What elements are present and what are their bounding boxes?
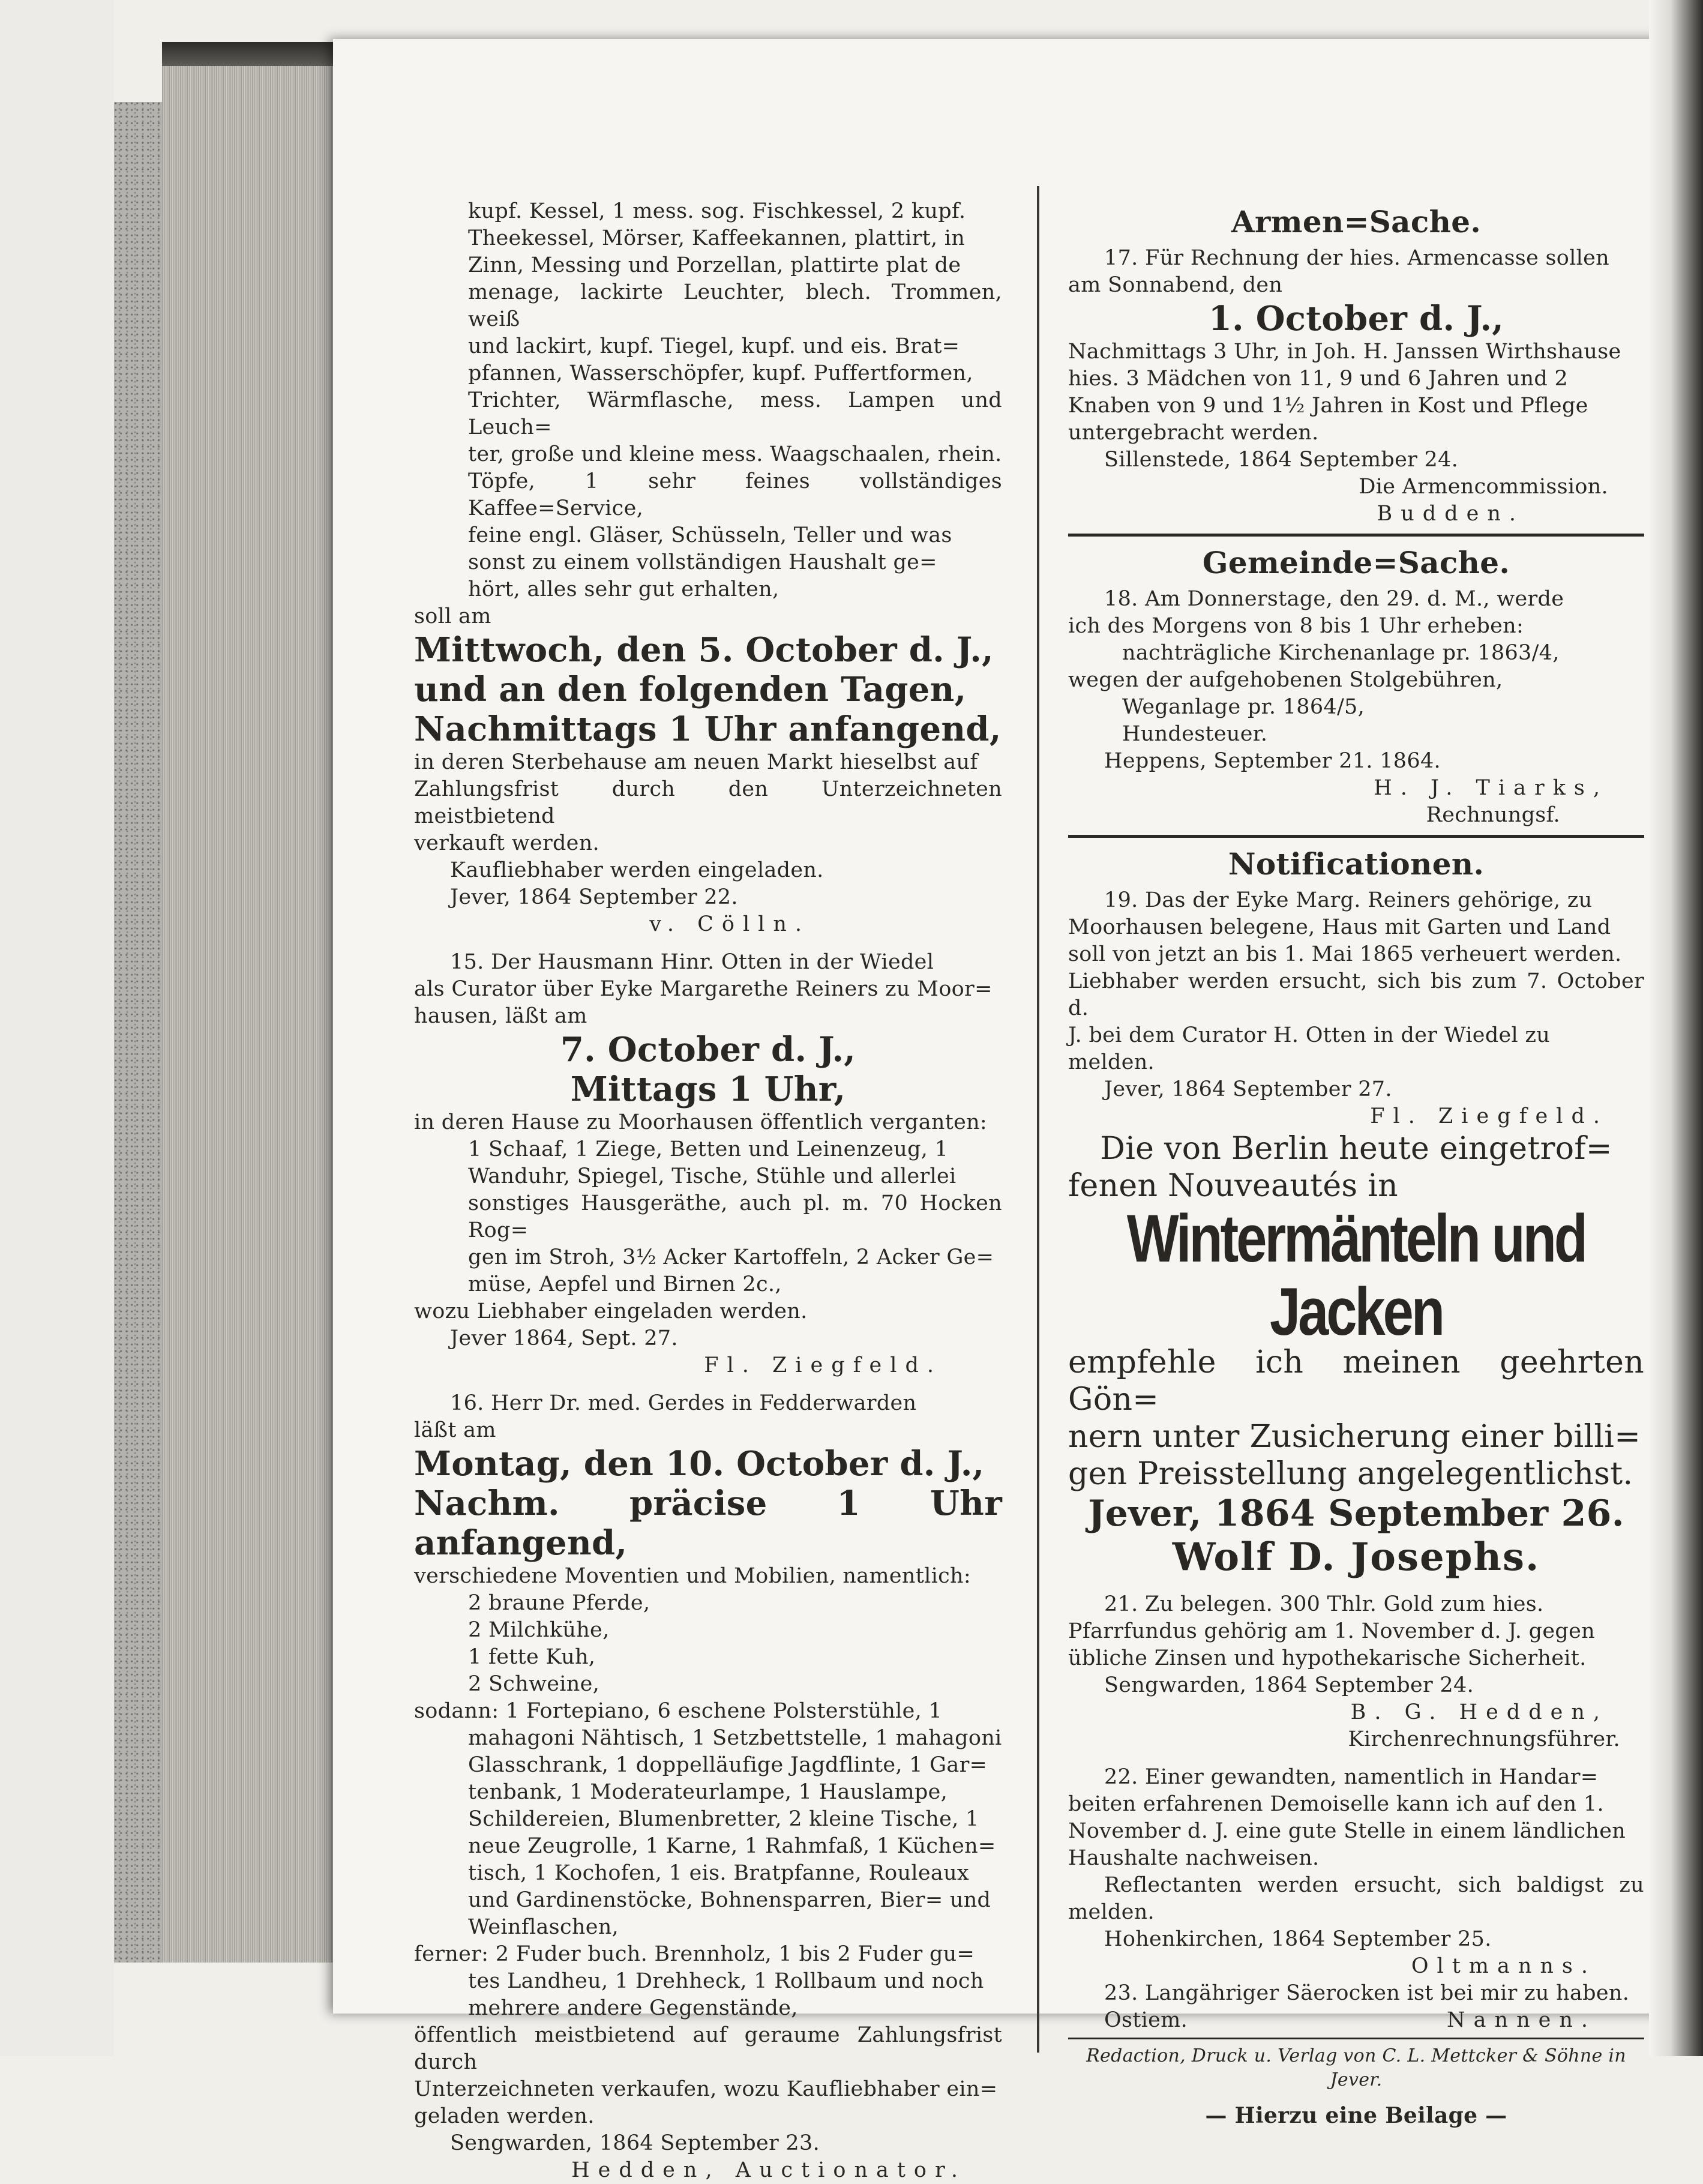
auction-date: und an den folgenden Tagen, (414, 670, 967, 709)
text-line: Reflectanten werden ersucht, sich baldigst zu melden. (1068, 1873, 1644, 1924)
continued-items (414, 198, 1002, 603)
text-line: ferner: 2 Fuder buch. Brennholz, 1 bis 2 Fuder gu= (414, 1942, 975, 1966)
auction-date: 7. October d. J., (560, 1030, 856, 1069)
notice-21: 21. Zu belegen. 300 Thlr. Gold zum hies. (1104, 1592, 1544, 1616)
notice-18: 18. Am Donnerstage, den 29. d. M., werde (1104, 587, 1564, 611)
notice-16: 16. Herr Dr. med. Gerdes in Fedderwarden (450, 1391, 917, 1415)
ad-text: Die von Berlin heute eingetrof= (1100, 1131, 1612, 1167)
book-binding (114, 102, 162, 1963)
dateline: Jever, 1864 September 27. (1104, 1077, 1392, 1101)
text-line: gen im Stroh, 3½ Acker Kartoffeln, 2 Acker Ge= (468, 1245, 994, 1269)
text-line: Töpfe, 1 sehr feines vollständiges Kaffee=Service, (468, 469, 1002, 520)
text-line: öffentlich meistbietend auf geraume Zahlungsfrist durch (414, 2023, 1002, 2074)
text-line: und lackirt, kupf. Tiegel, kupf. und eis. Brat= (468, 334, 960, 358)
text-line: Glasschrank, 1 doppelläufige Jagdflinte, 1 Gar= (468, 1753, 988, 1777)
ad-signature: Wolf D. Josephs. (1172, 1535, 1540, 1580)
text-line: mehrere andere Gegenstände, (468, 1996, 798, 2020)
ad-text: fenen Nouveautés in (1068, 1168, 1398, 1204)
signature: Nannen. (1447, 2008, 1596, 2032)
signature: Budden. (1377, 502, 1524, 526)
text-line: ter, große und kleine mess. Waagschaalen, rhein. (468, 442, 1002, 466)
text-line: als Curator über Eyke Margarethe Reiners zu Moor= (414, 977, 993, 1001)
text-line: verschiedene Moventien und Mobilien, namentlich: (414, 1564, 971, 1588)
text-line: kupf. Kessel, 1 mess. sog. Fischkessel, 2 kupf. (468, 199, 966, 223)
imprint: Redaction, Druck u. Verlag von C. L. Mettcker & Söhne in Jever. (1086, 2045, 1626, 2090)
text-line: in deren Hause zu Moorhausen öffentlich verganten: (414, 1110, 988, 1134)
notice-15: 15. Der Hausmann Hinr. Otten in der Wiedel (450, 950, 934, 974)
dateline: Sengwarden, 1864 September 23. (450, 2131, 820, 2155)
signature: Die Armencommission. (1359, 475, 1608, 499)
text-line: sonstiges Hausgeräthe, auch pl. m. 70 Hocken Rog= (468, 1191, 1002, 1242)
text-line: J. bei dem Curator H. Otten in der Wiedel zu (1068, 1023, 1551, 1047)
animal-list (414, 1590, 1002, 1698)
text-line: hies. 3 Mädchen von 11, 9 und 6 Jahren und 2 (1068, 367, 1569, 391)
advertisement (1068, 1130, 1644, 1580)
text-line: Schildereien, Blumenbretter, 2 kleine Tische, 1 (468, 1807, 979, 1831)
text-line: wegen der aufgehobenen Stolgebühren, (1068, 668, 1503, 692)
text-line: Wanduhr, Spiegel, Tische, Stühle und allerlei (468, 1164, 957, 1188)
text-line: beiten erfahrenen Demoiselle kann ich auf den 1. (1068, 1792, 1604, 1816)
text-line: Unterzeichneten verkaufen, wozu Kaufliebhaber ein= (414, 2077, 998, 2101)
text-line: Trichter, Wärmflasche, mess. Lampen und Leuch= (468, 388, 1002, 439)
item-list (414, 1968, 1002, 2022)
text-line: geladen werden. (414, 2104, 595, 2128)
auction-time: Mittags 1 Uhr, (570, 1069, 846, 1109)
text-line: nachträgliche Kirchenanlage pr. 1863/4, (1122, 641, 1560, 665)
dateline: Jever 1864, Sept. 27. (450, 1326, 678, 1350)
text-line: Theekessel, Mörser, Kaffeekannen, plattirt, in (468, 226, 966, 250)
text-line: tes Landheu, 1 Drehheck, 1 Rollbaum und noch (468, 1969, 984, 1993)
footer-rule (1068, 2038, 1644, 2039)
auction-date: 1. October d. J., (1208, 299, 1504, 338)
ad-headline: Wintermänteln und Jacken (1126, 1201, 1586, 1350)
ad-text: empfehle ich meinen geehrten Gön= (1068, 1344, 1644, 1418)
text-line: mahagoni Nähtisch, 1 Setzbettstelle, 1 mahagoni (468, 1726, 1002, 1750)
notice-19: 19. Das der Eyke Marg. Reiners gehörige, zu (1104, 888, 1593, 912)
text-line: menage, lackirte Leuchter, blech. Trommen, weiß (468, 280, 1002, 331)
signature: Oltmanns. (1411, 1954, 1596, 1978)
text-line: ich des Morgens von 8 bis 1 Uhr erheben: (1068, 614, 1524, 638)
notice-22: 22. Einer gewandten, namentlich in Handar= (1104, 1765, 1599, 1789)
section-heading: Armen=Sache. (1231, 204, 1482, 239)
signature: Hedden, Auctionator. (571, 2158, 966, 2182)
signature: v. Cölln. (649, 912, 810, 936)
text-line: tisch, 1 Kochofen, 1 eis. Bratpfanne, Rouleaux (468, 1861, 969, 1885)
text-line: am Sonnabend, den (1068, 273, 1283, 297)
signature: Fl. Ziegfeld. (1370, 1104, 1608, 1128)
text-line: Weinflaschen, (468, 1915, 619, 1939)
dateline: Sengwarden, 1864 September 24. (1104, 1673, 1474, 1697)
auction-date: Montag, den 10. October d. J., (414, 1444, 985, 1484)
text-line: Zinn, Messing und Porzellan, plattirte plat de (468, 253, 961, 277)
column-rule (1037, 186, 1039, 2053)
text-line: Liebhaber werden ersucht, sich bis zum 7. October d. (1068, 969, 1644, 1020)
supplement-note: — Hierzu eine Beilage — (1205, 2103, 1507, 2128)
signature: B. G. Hedden, (1350, 1700, 1608, 1724)
list-item: 2 braune Pferde, (468, 1591, 650, 1615)
signature-title: Rechnungsf. (1426, 803, 1560, 827)
ad-text: gen Preisstellung angelegentlichst. (1068, 1456, 1633, 1492)
text-line: 1 Schaaf, 1 Ziege, Betten und Leinenzeug, 1 (468, 1137, 949, 1161)
notice-23-footer (1068, 2007, 1644, 2034)
auction-date: Mittwoch, den 5. October d. J., (414, 630, 994, 670)
dateline: Jever, 1864 September 22. (450, 885, 738, 909)
text-line: müse, Aepfel und Birnen 2c., (468, 1272, 782, 1296)
background (0, 0, 114, 2056)
section-rule (1068, 835, 1644, 838)
text-line: pfannen, Wasserschöpfer, kupf. Puffertformen, (468, 361, 973, 385)
section-heading: Gemeinde=Sache. (1202, 545, 1510, 580)
page-edges (162, 66, 336, 1963)
ad-text: nern unter Zusicherung einer billi= (1068, 1419, 1641, 1455)
list-item: 1 fette Kuh, (468, 1645, 596, 1669)
text-line: Weganlage pr. 1864/5, (1122, 695, 1365, 719)
text-line: melden. (1068, 1050, 1155, 1074)
ad-dateline: Jever, 1864 September 26. (1088, 1493, 1624, 1535)
text-line: untergebracht werden. (1068, 421, 1319, 445)
text-line: hört, alles sehr gut erhalten, (468, 577, 779, 601)
text-line: feine engl. Gläser, Schüsseln, Teller und was (468, 523, 952, 547)
dateline: Heppens, September 21. 1864. (1104, 749, 1441, 773)
text-line: sonst zu einem vollständigen Haushalt ge= (468, 550, 937, 574)
text-line: November d. J. eine gute Stelle in einem ländlichen (1068, 1819, 1626, 1843)
text-line: Hundesteuer. (1122, 722, 1268, 746)
left-column (414, 198, 1002, 2184)
facing-page-edge (1649, 0, 1703, 2056)
text-line: sodann: 1 Fortepiano, 6 eschene Polsterstühle, 1 (414, 1699, 943, 1723)
text-line: Zahlungsfrist durch den Unterzeichneten meistbietend (414, 777, 1002, 828)
section-heading: Notificationen. (1228, 846, 1485, 882)
text-line: Kaufliebhaber werden eingeladen. (450, 858, 824, 882)
text-line: in deren Sterbehause am neuen Markt hieselbst auf (414, 750, 978, 774)
text-line: Pfarrfundus gehörig am 1. November d. J. gegen (1068, 1619, 1595, 1643)
auction-time: Nachm. präcise 1 Uhr anfangend, (414, 1484, 1002, 1563)
dateline: Sillenstede, 1864 September 24. (1104, 448, 1459, 472)
text-line: übliche Zinsen und hypothekarische Sicherheit. (1068, 1646, 1587, 1670)
text-line: wozu Liebhaber eingeladen werden. (414, 1299, 808, 1323)
notice-17: 17. Für Rechnung der hies. Armencasse sollen (1104, 246, 1610, 270)
item-list (414, 1725, 1002, 1941)
text-line: hausen, läßt am (414, 1004, 587, 1028)
text-line: soll von jetzt an bis 1. Mai 1865 verheuert werden. (1068, 942, 1622, 966)
text-line: soll am (414, 604, 491, 628)
signature: H. J. Tiarks, (1374, 776, 1608, 800)
text-line: Knaben von 9 und 1½ Jahren in Kost und Pflege (1068, 394, 1588, 418)
text-line: neue Zeugrolle, 1 Karne, 1 Rahmfaß, 1 Küchen= (468, 1834, 996, 1858)
place: Ostiem. (1104, 2008, 1188, 2032)
notice-23: 23. Langähriger Säerocken ist bei mir zu haben. (1104, 1981, 1630, 2005)
text-line: Haushalte nachweisen. (1068, 1846, 1320, 1870)
text-line: läßt am (414, 1418, 496, 1442)
text-line: Nachmittags 3 Uhr, in Joh. H. Janssen Wirthshause (1068, 340, 1621, 364)
text-line: tenbank, 1 Moderateurlampe, 1 Hauslampe, (468, 1780, 948, 1804)
section-rule (1068, 534, 1644, 537)
list-item: 2 Milchkühe, (468, 1618, 610, 1642)
signature: Fl. Ziegfeld. (704, 1353, 942, 1377)
text-line: verkauft werden. (414, 831, 599, 855)
item-list (414, 1136, 1002, 1298)
right-column (1068, 198, 1644, 2129)
text-line: Moorhausen belegene, Haus mit Garten und Land (1068, 915, 1611, 939)
text-line: und Gardinenstöcke, Bohnensparren, Bier= und (468, 1888, 991, 1912)
list-item: 2 Schweine, (468, 1672, 600, 1696)
signature-title: Kirchenrechnungsführer. (1348, 1727, 1620, 1751)
dateline: Hohenkirchen, 1864 September 25. (1104, 1927, 1492, 1951)
auction-time: Nachmittags 1 Uhr anfangend, (414, 709, 1002, 749)
